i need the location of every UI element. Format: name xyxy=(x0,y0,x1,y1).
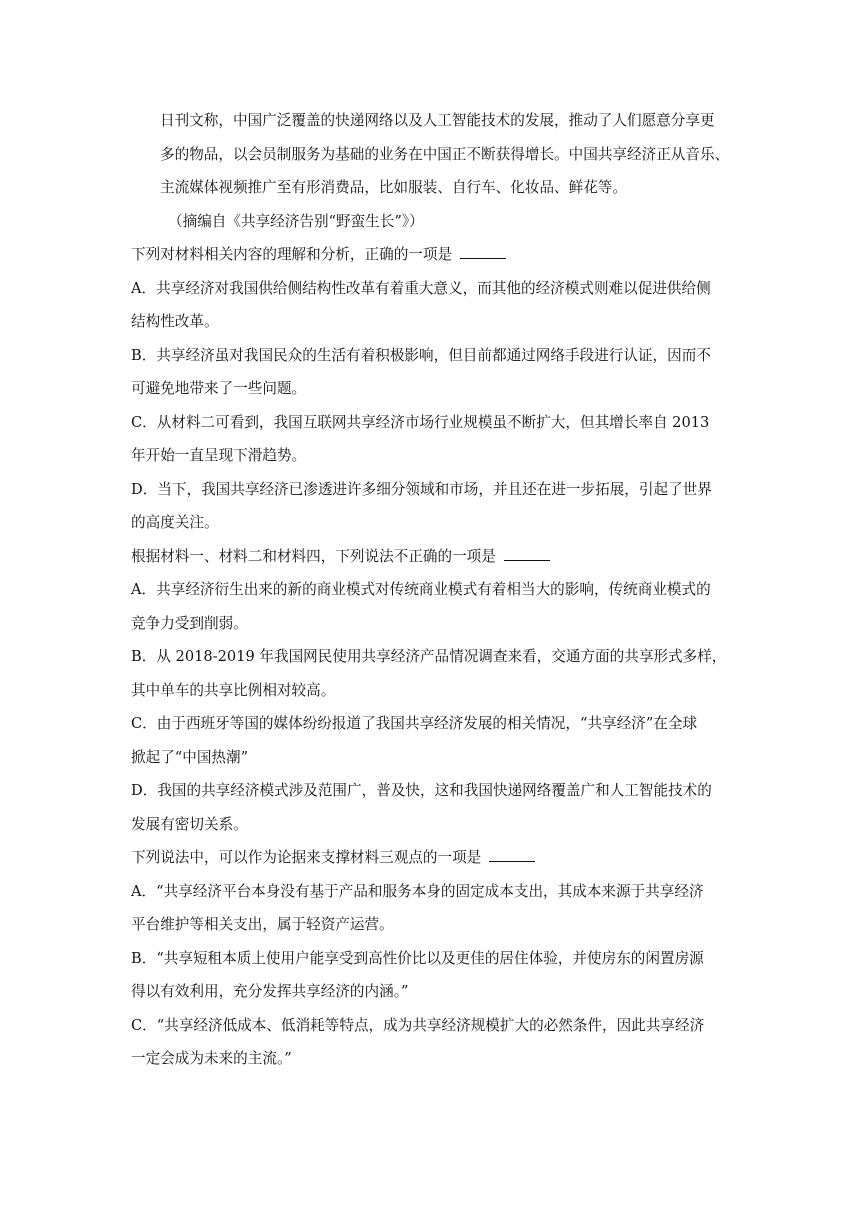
question-stem-text: 下列对材料相关内容的理解和分析，正确的一项是 xyxy=(131,246,453,263)
option-line: 其中单车的共享比例相对较高。 xyxy=(131,681,336,699)
option-line: 平台维护等相关支出，属于轻资产运营。 xyxy=(131,916,394,933)
passage-line: 日刊文称，中国广泛覆盖的快递网络以及人工智能技术的发展，推动了人们愿意分享更 xyxy=(160,112,715,129)
option-line: C．从材料二可看到，我国互联网共享经济市场行业规模虽不断扩大，但其增长率自 2013 xyxy=(131,413,710,431)
document-content xyxy=(131,104,731,1076)
question-stem xyxy=(131,238,731,272)
option-line: C．由于西班牙等国的媒体纷纷报道了我国共享经济发展的相关情况，“共享经济”在全球 xyxy=(131,715,698,732)
option-a xyxy=(131,573,731,640)
answer-blank xyxy=(460,246,506,259)
passage-line: 主流媒体视频推广至有形消费品，比如服装、自行车、化妆品、鲜花等。 xyxy=(160,179,628,196)
option-line: 的高度关注。 xyxy=(131,514,219,531)
option-a xyxy=(131,875,731,942)
option-line: 可避免地带来了一些问题。 xyxy=(131,380,307,397)
option-a xyxy=(131,272,731,339)
option-line: 一定会成为未来的主流。” xyxy=(131,1050,292,1067)
option-line: 竞争力受到削弱。 xyxy=(131,614,248,632)
option-line: 结构性改革。 xyxy=(131,313,219,330)
passage-source: （摘编自《共享经济告别“野蛮生长”》） xyxy=(168,212,424,230)
option-line: A．“共享经济平台本身没有基于产品和服务本身的固定成本支出，其成本来源于共享经济 xyxy=(131,882,704,900)
option-line: 发展有密切关系。 xyxy=(131,815,248,833)
option-c xyxy=(131,1009,731,1076)
question-1 xyxy=(131,238,731,540)
option-c xyxy=(131,406,731,473)
option-line: D．当下，我国共享经济已渗透进许多细分领域和市场，并且还在进一步拓展，引起了世界 xyxy=(131,480,712,498)
option-line: B．“共享短租本质上使用户能享受到高性价比以及更佳的居住体验，并使房东的闲置房源 xyxy=(131,949,704,967)
option-b xyxy=(131,942,731,1009)
option-line: A．共享经济对我国供给侧结构性改革有着重大意义，而其他的经济模式则难以促进供给侧 xyxy=(131,279,711,297)
option-line: 年开始一直呈现下滑趋势。 xyxy=(131,447,307,464)
option-b xyxy=(131,640,731,707)
option-line: C．“共享经济低成本、低消耗等特点，成为共享经济规模扩大的必然条件，因此共享经济 xyxy=(131,1016,705,1034)
option-line: B．共享经济虽对我国民众的生活有着积极影响，但目前都通过网络手段进行认证，因而不 xyxy=(131,346,711,364)
option-line: 掀起了“中国热潮” xyxy=(131,748,249,766)
question-stem-text: 根据材料一、材料二和材料四，下列说法不正确的一项是 xyxy=(131,547,496,565)
option-line: B．从 2018-2019 年我国网民使用共享经济产品情况调查来看，交通方面的共享形式多样， xyxy=(131,648,727,665)
answer-blank xyxy=(504,548,550,561)
question-3 xyxy=(131,841,731,1076)
option-line: 得以有效利用，充分发挥共享经济的内涵。” xyxy=(131,983,409,1000)
question-stem xyxy=(131,841,731,875)
option-line: D．我国的共享经济模式涉及范围广，普及快，这和我国快递网络覆盖广和人工智能技术的 xyxy=(131,782,712,799)
passage-line: 多的物品，以会员制服务为基础的业务在中国正不断获得增长。中国共享经济正从音乐、 xyxy=(160,145,730,163)
option-line: A．共享经济衍生出来的新的商业模式对传统商业模式有着相当大的影响，传统商业模式的 xyxy=(131,581,711,598)
option-b xyxy=(131,339,731,406)
option-d xyxy=(131,774,731,841)
passage-excerpt xyxy=(131,104,731,238)
question-stem-text: 下列说法中，可以作为论据来支撑材料三观点的一项是 xyxy=(131,849,482,866)
option-d xyxy=(131,473,731,540)
option-c xyxy=(131,707,731,774)
question-stem xyxy=(131,540,731,574)
question-2 xyxy=(131,540,731,842)
answer-blank xyxy=(489,849,535,862)
